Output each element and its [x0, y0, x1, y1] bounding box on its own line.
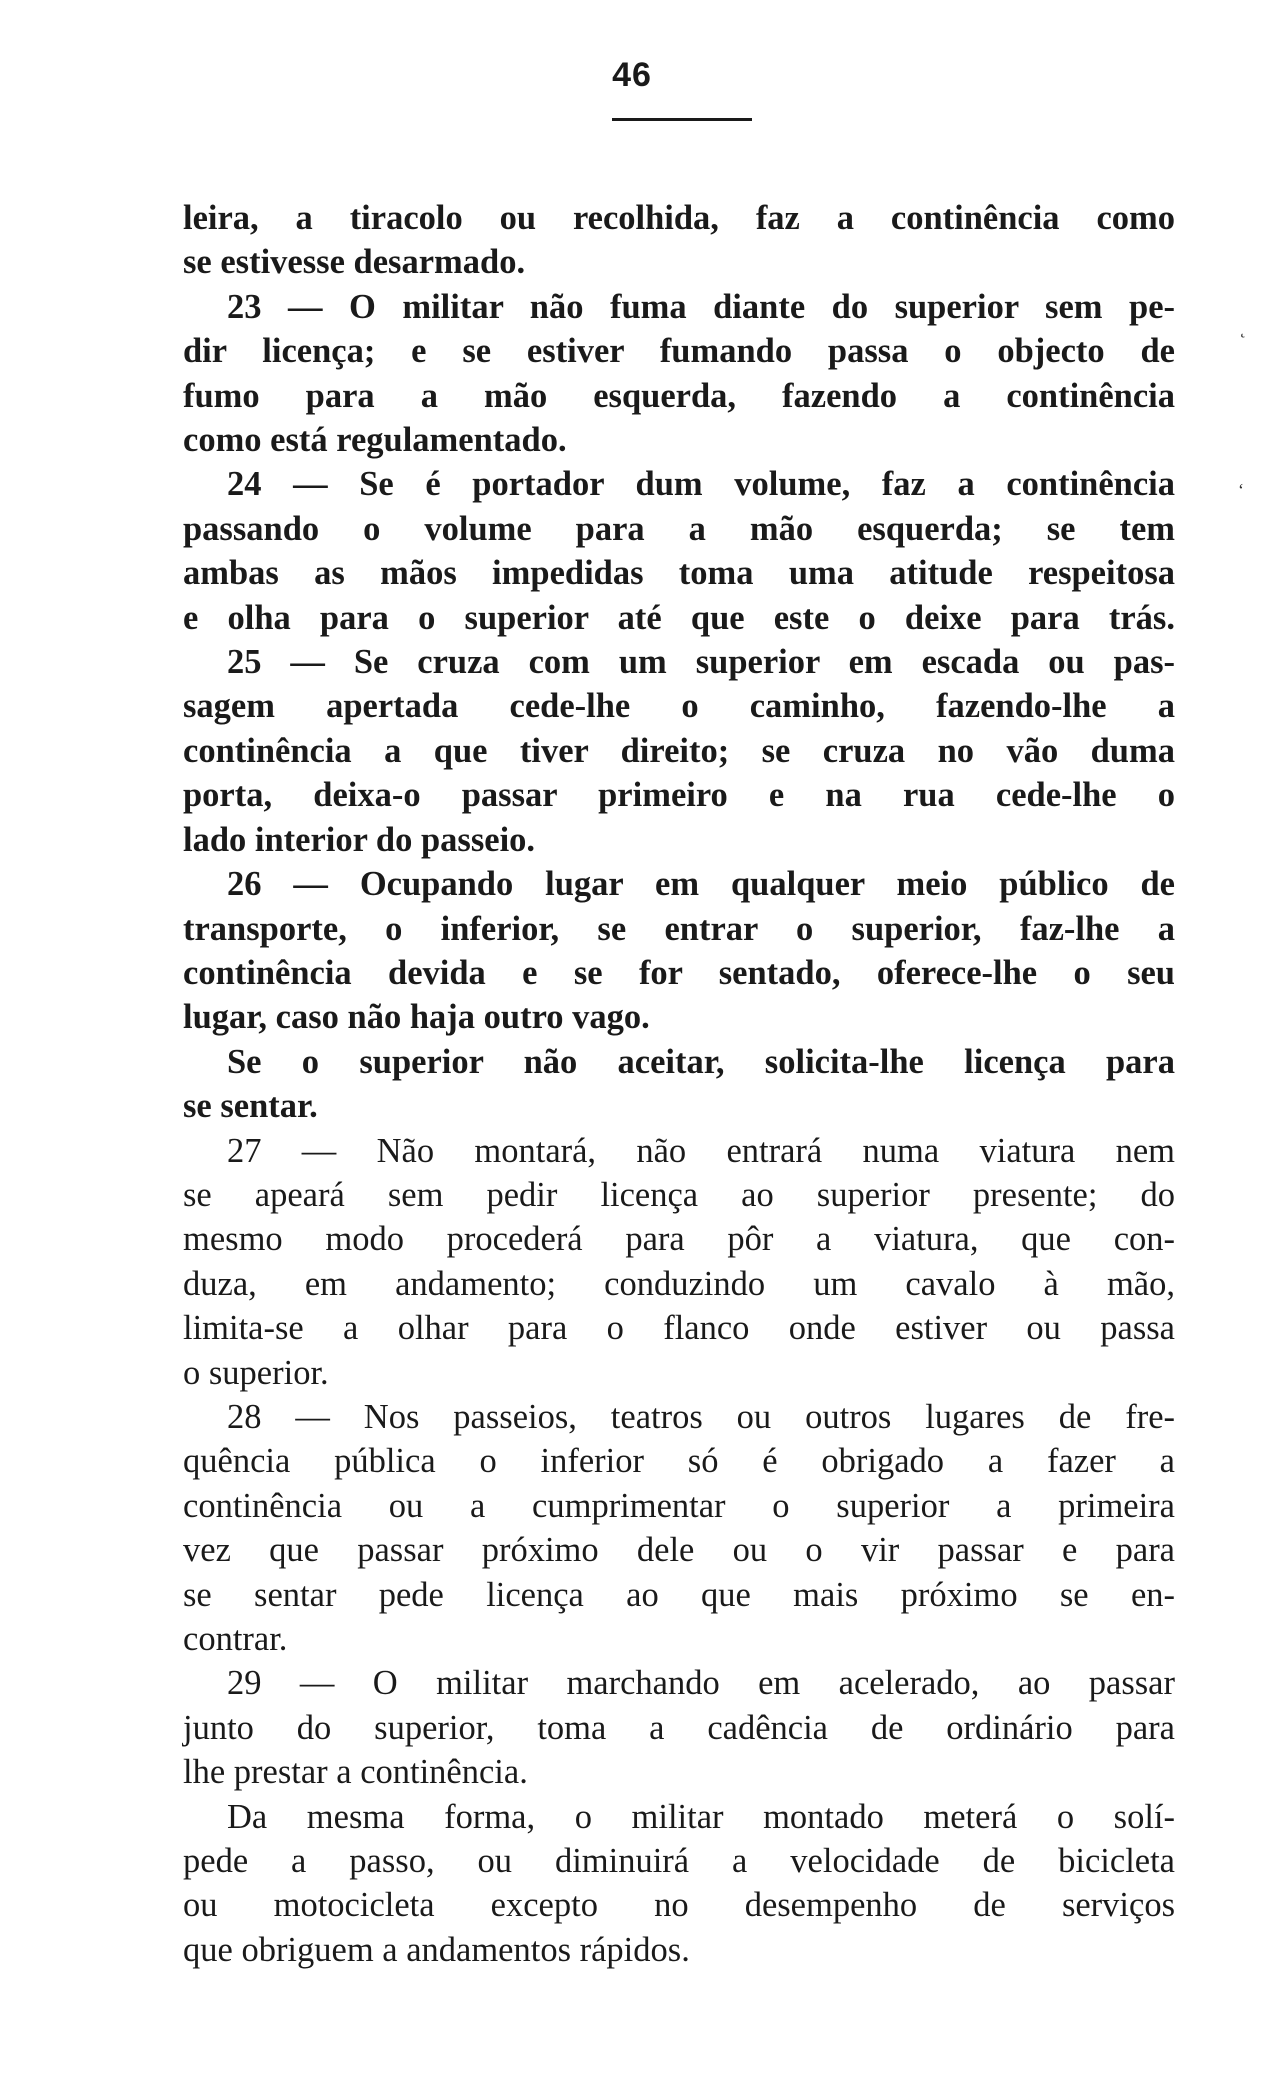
text-line: Da mesma forma, o militar montado meterá o solí-: [227, 1797, 1175, 1836]
text-line: continência devida e se for sentado, oferece-lhe o seu: [183, 953, 1175, 992]
text-line: dir licença; e se estiver fumando passa o objecto de: [183, 332, 1175, 371]
header-rule: [612, 118, 752, 121]
page-number: 46: [612, 56, 652, 94]
text-line: 25 — Se cruza com um superior em escada ou pas-: [227, 643, 1175, 682]
page-body: [183, 196, 1175, 1972]
text-line: ambas as mãos impedidas toma uma atitude respeitosa: [183, 554, 1175, 593]
text-line: como está regulamentado.: [183, 421, 567, 460]
text-line: ou motocicleta excepto no desempenho de serviços: [183, 1886, 1175, 1925]
text-line: Se o superior não aceitar, solicita-lhe licença para: [227, 1042, 1175, 1081]
text-line: se sentar pede licença ao que mais próximo se en-: [183, 1575, 1175, 1614]
text-line: limita-se a olhar para o flanco onde estiver ou passa: [183, 1309, 1175, 1348]
text-line: 28 — Nos passeios, teatros ou outros lugares de fre-: [227, 1397, 1175, 1436]
text-line: junto do superior, toma a cadência de ordinário para: [183, 1708, 1175, 1747]
text-line: 24 — Se é portador dum volume, faz a continência: [227, 465, 1175, 504]
margin-speck: ˛: [1240, 318, 1246, 338]
text-line: e olha para o superior até que este o deixe para trás.: [183, 598, 1175, 637]
text-line: se estivesse desarmado.: [183, 243, 526, 282]
text-line: quência pública o inferior só é obrigado a fazer a: [183, 1442, 1175, 1481]
text-line: se sentar.: [183, 1087, 318, 1126]
text-line: vez que passar próximo dele ou o vir passar e para: [183, 1531, 1175, 1570]
text-line: mesmo modo procederá para pôr a viatura, que con-: [183, 1220, 1175, 1259]
text-line: 29 — O militar marchando em acelerado, ao passar: [227, 1664, 1175, 1703]
text-line: continência ou a cumprimentar o superior a primeira: [183, 1486, 1175, 1525]
text-line: lhe prestar a continência.: [183, 1753, 528, 1792]
text-line: leira, a tiracolo ou recolhida, faz a continência como: [183, 199, 1175, 237]
text-line: 27 — Não montará, não entrará numa viatura nem: [227, 1131, 1175, 1170]
text-line: sagem apertada cede-lhe o caminho, fazendo-lhe a: [183, 687, 1175, 726]
text-line: pede a passo, ou diminuirá a velocidade de bicicleta: [183, 1842, 1175, 1881]
text-line: duza, em andamento; conduzindo um cavalo à mão,: [183, 1264, 1175, 1303]
text-line: lado interior do passeio.: [183, 820, 536, 859]
text-line: continência a que tiver direito; se cruza no vão duma: [183, 731, 1175, 770]
text-line: 26 — Ocupando lugar em qualquer meio público de: [227, 865, 1175, 904]
text-line: contrar.: [183, 1620, 288, 1658]
text-line: se apeará sem pedir licença ao superior presente; do: [183, 1175, 1175, 1214]
text-line: 23 — O militar não fuma diante do superior sem pe-: [227, 287, 1175, 326]
text-line: lugar, caso não haja outro vago.: [183, 998, 650, 1037]
text-line: passando o volume para a mão esquerda; se tem: [183, 509, 1175, 548]
text-line: transporte, o inferior, se entrar o superior, faz-lhe a: [183, 909, 1175, 948]
text-line: o superior.: [183, 1353, 329, 1392]
text-line: porta, deixa-o passar primeiro e na rua cede-lhe o: [183, 776, 1175, 815]
text-line: fumo para a mão esquerda, fazendo a continência: [183, 376, 1175, 415]
text-line: que obriguem a andamentos rápidos.: [183, 1930, 690, 1969]
margin-speck: ʻ: [1238, 480, 1244, 500]
